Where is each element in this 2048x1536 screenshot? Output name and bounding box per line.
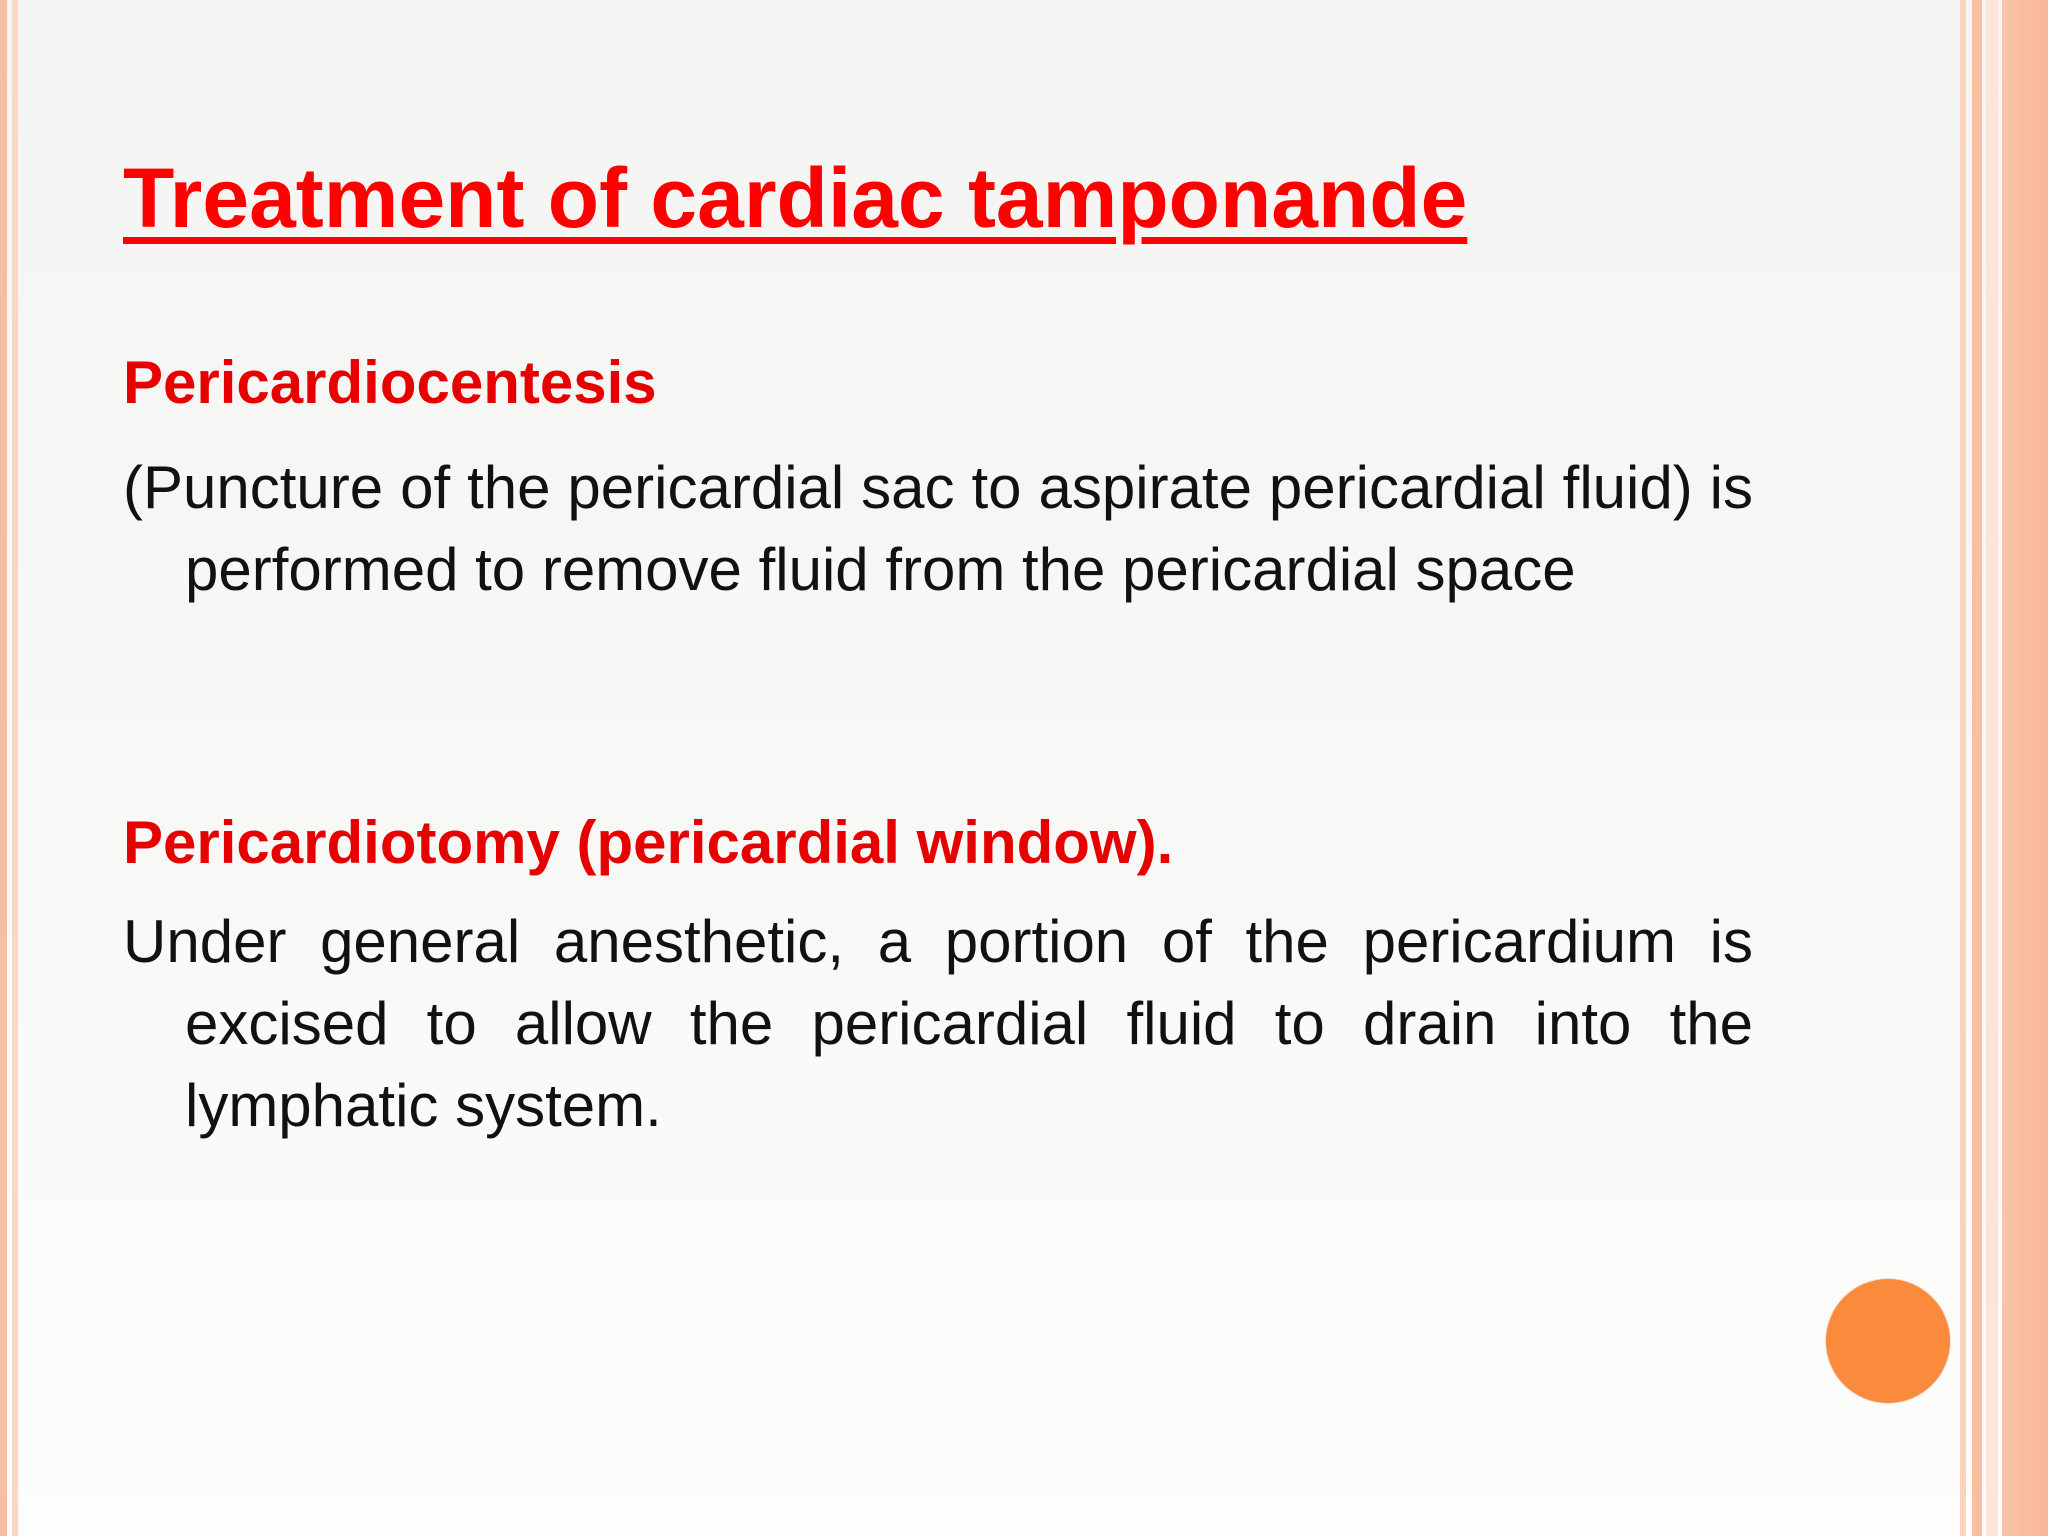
right-stripe-decoration: [2002, 0, 2048, 1536]
section-body: Under general anesthetic, a portion of the pericardium is excised to allow the pericardial fluid to drain into the lymphatic system.: [123, 908, 1753, 1139]
section-heading: Pericardiocentesis: [123, 349, 657, 416]
orange-circle-decoration: [1826, 1279, 1950, 1403]
section-pericardiotomy: [123, 808, 1753, 1147]
left-border-decoration: [0, 0, 7, 1536]
section-body: (Puncture of the pericardial sac to aspirate pericardial fluid) is performed to remove fluid from the pericardial space: [123, 454, 1753, 603]
section-pericardiocentesis: [123, 348, 1753, 611]
right-stripe-decoration: [1960, 0, 1966, 1536]
section-heading: Pericardiotomy (pericardial window).: [123, 809, 1174, 876]
right-stripe-decoration: [1986, 0, 1998, 1536]
left-border-inner-decoration: [12, 0, 18, 1536]
right-stripe-decoration: [1972, 0, 1982, 1536]
slide-title: Treatment of cardiac tamponande: [123, 151, 1468, 245]
